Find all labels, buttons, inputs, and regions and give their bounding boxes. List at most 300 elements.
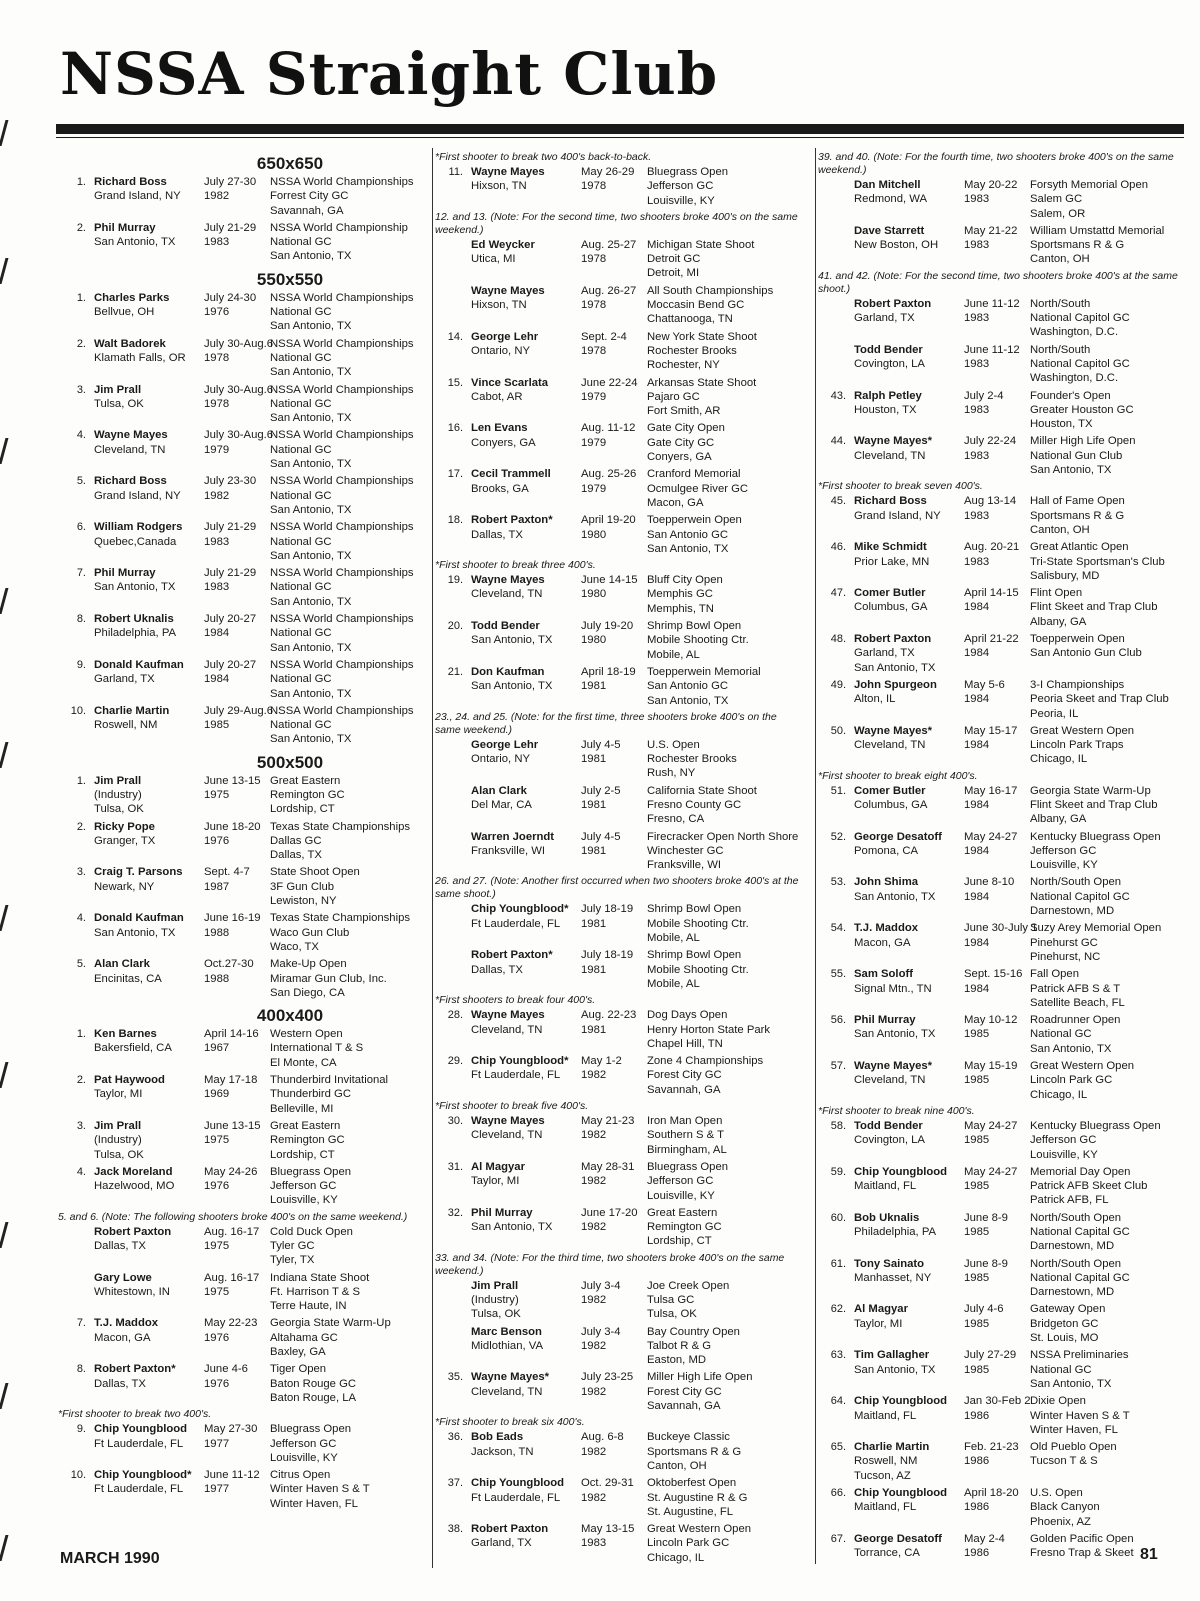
event-year: 1982 <box>581 1129 607 1142</box>
shooter-location: Grand Island, NY <box>94 190 181 203</box>
event-detail: Louisville, KY <box>270 1194 338 1207</box>
event-detail: Louisville, KY <box>270 1451 338 1464</box>
event-detail: Bay Country Open <box>647 1325 740 1338</box>
date-block <box>204 175 270 218</box>
scan-edge-mark <box>0 742 10 768</box>
shooter-location: Grand Island, NY <box>94 489 181 502</box>
event-dates: Aug. 16-17 <box>204 1225 260 1238</box>
shooter-block <box>854 1348 964 1391</box>
shooter-name: Ralph Petley <box>854 389 922 402</box>
event-year: 1984 <box>204 627 230 640</box>
event-dates: July 2-4 <box>964 389 1004 402</box>
event-dates: May 17-18 <box>204 1074 258 1087</box>
record-entry <box>60 911 410 954</box>
event-block <box>1030 224 1188 267</box>
event-dates: July 2-5 <box>581 784 621 797</box>
shooter-name: Richard Boss <box>94 176 167 188</box>
event-dates: July 27-29 <box>964 1349 1017 1362</box>
event-detail: U.S. Open <box>1030 1487 1083 1500</box>
event-detail: Chicago, IL <box>647 1551 705 1564</box>
date-block <box>581 1279 647 1322</box>
date-block <box>964 178 1030 221</box>
event-block <box>1030 1257 1188 1300</box>
shooter-name: Robert Paxton* <box>94 1363 176 1376</box>
date-block <box>964 1394 1030 1437</box>
shooter-name: Ricky Pope <box>94 820 155 833</box>
event-block <box>647 421 805 464</box>
shooter-block <box>854 1486 964 1529</box>
event-detail: St. Augustine, FL <box>647 1505 734 1518</box>
event-detail: California State Shoot <box>647 784 757 797</box>
event-detail: Texas State Championships <box>270 912 411 925</box>
event-year: 1983 <box>964 555 990 568</box>
shooter-location: Columbus, GA <box>854 798 928 811</box>
date-block <box>964 1165 1030 1208</box>
event-dates: July 4-5 <box>581 738 621 751</box>
entry-number: 7. <box>76 567 86 580</box>
section-note: 23., 24. and 25. (Note: for the first time, three shooters broke 400's on the same weekend.) <box>435 710 777 736</box>
shooter-location: Maitland, FL <box>854 1501 917 1514</box>
shooter-name: Robert Paxton <box>94 1225 172 1238</box>
event-detail: Easton, MD <box>647 1354 707 1367</box>
event-dates: May 2-4 <box>964 1532 1005 1545</box>
shooter-name: Wayne Mayes* <box>854 1060 933 1073</box>
section-heading: 500x500 <box>256 752 324 772</box>
event-detail: NSSA World Championships <box>270 429 414 442</box>
event-dates: May 20-22 <box>964 179 1018 191</box>
shooter-name: Todd Bender <box>471 620 540 633</box>
shooter-block <box>471 1522 581 1565</box>
event-dates: Aug. 26-27 <box>581 284 637 297</box>
event-detail: Baton Rouge GC <box>270 1377 357 1390</box>
event-year: 1988 <box>204 926 230 939</box>
entry-number: 5. <box>76 958 86 971</box>
event-dates: Sept. 2-4 <box>581 330 627 343</box>
event-detail: Zone 4 Championships <box>647 1055 764 1068</box>
event-detail: Louisville, KY <box>1030 859 1098 872</box>
event-dates: May 21-22 <box>964 224 1018 237</box>
event-detail: Jefferson GC <box>647 180 714 193</box>
section-note: *First shooter to break eight 400's. <box>818 769 978 782</box>
event-block <box>270 1271 410 1314</box>
shooter-block <box>471 1008 581 1051</box>
shooter-name: Jim Prall <box>94 1119 142 1132</box>
event-dates: Sept. 15-16 <box>964 968 1023 981</box>
event-block <box>647 284 805 327</box>
shooter-block <box>854 1532 964 1561</box>
event-dates: June 22-24 <box>581 376 638 389</box>
shooter-block <box>471 513 581 556</box>
event-dates: May 27-30 <box>204 1423 258 1436</box>
event-detail: Albany, GA <box>1030 615 1087 628</box>
event-detail: Tyler GC <box>270 1240 315 1252</box>
event-block <box>647 665 805 708</box>
event-detail: National GC <box>270 627 332 640</box>
event-block <box>647 573 805 616</box>
shooter-block <box>94 428 204 471</box>
shooter-block <box>94 911 204 954</box>
event-block <box>1030 967 1188 1010</box>
shooter-location: (Industry) <box>471 1294 519 1306</box>
event-dates: July 21-29 <box>204 567 257 580</box>
event-block <box>270 704 414 747</box>
shooter-name: Wayne Mayes <box>471 166 545 178</box>
shooter-location: (Industry) <box>94 788 142 801</box>
shooter-block <box>854 343 964 386</box>
record-entry <box>437 902 805 945</box>
date-block <box>204 291 270 334</box>
event-year: 1981 <box>581 798 607 811</box>
event-dates: May 5-6 <box>964 678 1005 691</box>
event-detail: Rochester Brooks <box>647 344 737 357</box>
event-year: 1981 <box>581 963 607 976</box>
date-block <box>964 540 1030 583</box>
event-detail: Salem, OR <box>1030 207 1086 220</box>
shooter-block <box>471 1054 581 1097</box>
event-block <box>1030 1302 1188 1345</box>
entry-number: 8. <box>76 613 86 626</box>
event-dates: May 22-23 <box>204 1317 258 1330</box>
event-dates: July 19-20 <box>581 620 634 633</box>
event-year: 1986 <box>964 1409 990 1422</box>
shooter-location: Granger, TX <box>94 834 156 847</box>
record-entry <box>820 967 1188 1010</box>
event-detail: Memphis GC <box>647 588 713 601</box>
entry-number: 53. <box>830 876 846 889</box>
shooter-location: Covington, LA <box>854 357 925 370</box>
page-number: 81 <box>1140 1546 1158 1563</box>
record-entry <box>437 330 805 373</box>
date-block <box>964 297 1030 340</box>
event-year: 1983 <box>964 239 990 252</box>
entry-number: 4. <box>76 429 86 442</box>
shooter-name: Al Magyar <box>854 1303 908 1316</box>
entry-number <box>437 738 471 781</box>
event-detail: Gateway Open <box>1030 1303 1106 1316</box>
event-year: 1983 <box>964 509 990 522</box>
shooter-location: Ft Lauderdale, FL <box>94 1437 184 1450</box>
shooter-location: Torrance, CA <box>854 1547 920 1560</box>
entry-number <box>820 297 854 340</box>
event-detail: Ft. Harrison T & S <box>270 1285 360 1298</box>
event-year: 1984 <box>204 673 230 686</box>
event-detail: Bluegrass Open <box>270 1165 352 1178</box>
shooter-block <box>471 330 581 373</box>
shooter-location: Cleveland, TN <box>471 1385 543 1398</box>
date-block <box>964 1257 1030 1300</box>
date-block <box>581 1430 647 1473</box>
date-block <box>204 957 270 1000</box>
date-block <box>964 1348 1030 1391</box>
event-detail: Lordship, CT <box>270 1148 335 1161</box>
record-entry <box>820 434 1188 477</box>
event-detail: Bluegrass Open <box>647 166 729 178</box>
event-block <box>647 1279 805 1322</box>
shooter-location: San Antonio, TX <box>854 1363 936 1376</box>
event-block <box>1030 540 1188 583</box>
shooter-location: Dallas, TX <box>94 1377 146 1390</box>
event-dates: July 21-29 <box>204 221 257 234</box>
shooter-block <box>854 784 964 827</box>
event-block <box>270 337 414 380</box>
event-detail: Great Western Open <box>1030 724 1135 737</box>
shooter-name: Cecil Trammell <box>471 468 551 481</box>
event-detail: Birmingham, AL <box>647 1143 727 1156</box>
record-entry <box>437 1370 805 1413</box>
date-block <box>204 704 274 747</box>
event-detail: Winchester GC <box>647 844 724 857</box>
event-detail: Miller High Life Open <box>1030 435 1136 448</box>
shooter-block <box>854 389 964 432</box>
event-year: 1983 <box>204 581 230 594</box>
event-detail: Texas State Championships <box>270 820 411 833</box>
shooter-location: Macon, GA <box>94 1331 151 1344</box>
shooter-block <box>854 1394 964 1437</box>
shooter-block <box>854 586 964 629</box>
shooter-block <box>854 830 964 873</box>
shooter-location: Tulsa, OK <box>94 803 144 816</box>
record-entry <box>820 1532 1188 1561</box>
event-block <box>270 175 414 218</box>
entry-number: 54. <box>830 922 846 935</box>
event-detail: San Antonio GC <box>647 680 729 693</box>
date-block <box>581 619 647 662</box>
event-detail: Waco Gun Club <box>270 926 350 939</box>
event-block <box>1030 784 1188 827</box>
event-detail: Savannah, GA <box>270 204 344 217</box>
date-block <box>964 1440 1030 1483</box>
date-block <box>581 421 647 464</box>
event-dates: June 11-12 <box>204 1469 260 1482</box>
record-entry <box>820 1013 1188 1056</box>
record-entry <box>820 1486 1188 1529</box>
shooter-location: Klamath Falls, OR <box>94 351 186 364</box>
event-detail: National GC <box>270 236 332 249</box>
shooter-name: Comer Butler <box>854 587 926 600</box>
event-detail: Memorial Day Open <box>1030 1165 1131 1178</box>
shooter-name: Phil Murray <box>471 1206 533 1219</box>
shooter-location: San Antonio, TX <box>854 890 936 903</box>
shooter-name: George Desatoff <box>854 1532 942 1545</box>
section-note: 41. and 42. (Note: For the second time, two shooters broke 400's at the same shoot.) <box>818 269 1178 295</box>
shooter-name: Don Kaufman <box>471 665 545 678</box>
event-detail: San Antonio, TX <box>270 250 352 263</box>
event-year: 1982 <box>581 1445 607 1458</box>
entry-number: 10. <box>70 1469 86 1482</box>
entry-number: 60. <box>830 1211 846 1224</box>
date-block <box>204 612 270 655</box>
event-year: 1983 <box>964 312 990 325</box>
entry-number: 55. <box>830 968 846 981</box>
event-block <box>1030 586 1188 629</box>
event-block <box>270 1422 410 1465</box>
section-note: 5. and 6. (Note: The following shooters broke 400's on the same weekend.) <box>58 1210 408 1223</box>
event-block <box>647 902 805 945</box>
event-dates: June 4-6 <box>204 1363 248 1376</box>
scan-edge-mark <box>0 1222 10 1248</box>
date-block <box>581 738 647 781</box>
event-detail: National GC <box>270 351 332 364</box>
event-detail: Miller High Life Open <box>647 1371 753 1384</box>
event-detail: Lincoln Park GC <box>1030 1074 1113 1087</box>
event-year: 1981 <box>581 753 607 766</box>
event-detail: Cranford Memorial <box>647 468 741 481</box>
event-block <box>1030 1165 1188 1208</box>
event-detail: NSSA World Championships <box>270 383 414 396</box>
record-entry <box>437 284 805 327</box>
shooter-name: Jim Prall <box>94 383 142 396</box>
event-dates: Sept. 4-7 <box>204 866 250 879</box>
event-dates: July 23-25 <box>581 1371 634 1384</box>
record-entry <box>437 165 805 208</box>
shooter-location: Cabot, AR <box>471 390 523 403</box>
event-detail: San Antonio, TX <box>270 412 352 425</box>
event-year: 1985 <box>964 1271 990 1284</box>
event-detail: Talbot R & G <box>647 1339 712 1352</box>
event-detail: National GC <box>270 443 332 456</box>
event-block <box>1030 1013 1188 1056</box>
shooter-name: John Spurgeon <box>854 678 937 691</box>
event-detail: Tiger Open <box>270 1363 327 1376</box>
event-detail: Michigan State Shoot <box>647 238 755 251</box>
event-detail: Kentucky Bluegrass Open <box>1030 1119 1161 1132</box>
shooter-block <box>854 1211 964 1254</box>
record-entry <box>437 1206 805 1249</box>
event-dates: May 10-12 <box>964 1014 1018 1027</box>
shooter-block <box>854 1059 964 1102</box>
event-detail: Tucson T & S <box>1030 1455 1098 1468</box>
shooter-location: Covington, LA <box>854 1134 925 1147</box>
event-year: 1981 <box>581 844 607 857</box>
section-note: 39. and 40. (Note: For the fourth time, two shooters broke 400's on the same weekend.) <box>818 151 1174 176</box>
event-detail: Patrick AFB Skeet Club <box>1030 1180 1148 1193</box>
shooter-location: Franksville, WI <box>471 844 546 857</box>
record-entry <box>437 238 805 281</box>
event-block <box>1030 921 1188 964</box>
event-detail: San Antonio, TX <box>647 694 729 707</box>
event-detail: Hall of Fame Open <box>1030 495 1125 508</box>
event-block <box>1030 875 1188 918</box>
shooter-block <box>94 957 204 1000</box>
shooter-name: Robert Paxton* <box>471 514 553 527</box>
event-detail: Belleville, MI <box>270 1102 334 1115</box>
event-detail: Jefferson GC <box>270 1180 337 1193</box>
shooter-name: Tim Gallagher <box>854 1349 930 1362</box>
event-dates: Aug. 16-17 <box>204 1271 260 1284</box>
event-detail: Chapel Hill, TN <box>647 1037 723 1050</box>
shooter-name: Chip Youngblood <box>94 1423 188 1436</box>
event-dates: May 16-17 <box>964 784 1018 797</box>
date-block <box>581 665 647 708</box>
record-entry <box>820 632 1188 675</box>
event-detail: Great Western Open <box>647 1523 752 1536</box>
record-entry <box>820 784 1188 827</box>
record-entry <box>60 865 410 908</box>
record-entry <box>60 1165 410 1208</box>
event-detail: Indiana State Shoot <box>270 1271 370 1284</box>
event-year: 1984 <box>964 844 990 857</box>
shooter-location: Macon, GA <box>854 936 911 949</box>
shooter-name: Chip Youngblood <box>471 1477 565 1490</box>
entry-number: 3. <box>76 866 86 879</box>
entry-number: 3. <box>76 1119 86 1132</box>
event-year: 1976 <box>204 1331 230 1344</box>
event-detail: San Antonio, TX <box>270 366 352 379</box>
event-detail: International T & S <box>270 1042 364 1055</box>
event-detail: Washington, D.C. <box>1030 326 1119 339</box>
event-block <box>270 428 414 471</box>
event-dates: April 19-20 <box>581 514 636 527</box>
event-dates: May 24-26 <box>204 1165 258 1178</box>
date-block <box>581 1206 647 1249</box>
shooter-name: Wayne Mayes <box>94 429 168 442</box>
record-entry <box>60 957 410 1000</box>
shooter-location: Taylor, MI <box>94 1088 143 1101</box>
entry-number <box>437 1325 471 1368</box>
shooter-name: Chip Youngblood <box>854 1395 948 1408</box>
shooter-block <box>471 238 581 281</box>
event-block <box>647 1325 805 1368</box>
date-block <box>204 1225 270 1268</box>
event-detail: Great Atlantic Open <box>1030 541 1129 554</box>
event-year: 1979 <box>581 482 607 495</box>
event-detail: Greater Houston GC <box>1030 403 1134 416</box>
shooter-location: Ontario, NY <box>471 344 531 357</box>
event-year: 1986 <box>964 1547 990 1560</box>
shooter-block <box>471 165 581 208</box>
shooter-location: Alton, IL <box>854 693 896 706</box>
event-year: 1978 <box>581 344 607 357</box>
event-year: 1975 <box>204 788 230 801</box>
shooter-location: San Antonio, TX <box>854 661 936 674</box>
date-block <box>964 586 1030 629</box>
record-entry <box>820 297 1188 340</box>
event-year: 1985 <box>964 1317 990 1330</box>
shooter-location: Tulsa, OK <box>94 397 144 410</box>
event-detail: Detroit, MI <box>647 267 700 280</box>
entry-number: 16. <box>447 422 463 435</box>
entry-number: 17. <box>447 468 463 481</box>
record-entry <box>60 221 410 264</box>
shooter-location: Brooks, GA <box>471 482 529 495</box>
event-block <box>270 291 414 334</box>
section-note: *First shooter to break three 400's. <box>435 559 596 572</box>
event-block <box>647 1430 805 1473</box>
date-block <box>581 238 647 281</box>
event-block <box>270 1316 410 1359</box>
event-detail: William Umstattd Memorial <box>1030 224 1165 237</box>
record-entry <box>437 1160 805 1203</box>
section-note: 33. and 34. (Note: For the third time, two shooters broke 400's on the same weekend.) <box>435 1251 785 1277</box>
shooter-location: Columbus, GA <box>854 601 928 614</box>
event-detail: Georgia State Warm-Up <box>1030 784 1151 797</box>
shooter-name: Jim Prall <box>94 774 142 787</box>
event-dates: July 24-30 <box>204 291 257 304</box>
event-year: 1976 <box>204 306 230 319</box>
entry-number: 20. <box>447 620 463 633</box>
event-year: 1981 <box>581 917 607 930</box>
entry-number: 30. <box>447 1115 463 1128</box>
event-year: 1982 <box>581 1385 607 1398</box>
entry-number: 43. <box>830 389 846 402</box>
entry-number: 4. <box>76 912 86 925</box>
event-dates: Aug. 20-21 <box>964 541 1020 554</box>
shooter-name: Chip Youngblood* <box>471 1055 569 1068</box>
event-year: 1977 <box>204 1437 230 1450</box>
shooter-name: T.J. Maddox <box>94 1317 159 1330</box>
record-entry <box>60 428 414 471</box>
entry-number: 8. <box>76 1363 86 1376</box>
